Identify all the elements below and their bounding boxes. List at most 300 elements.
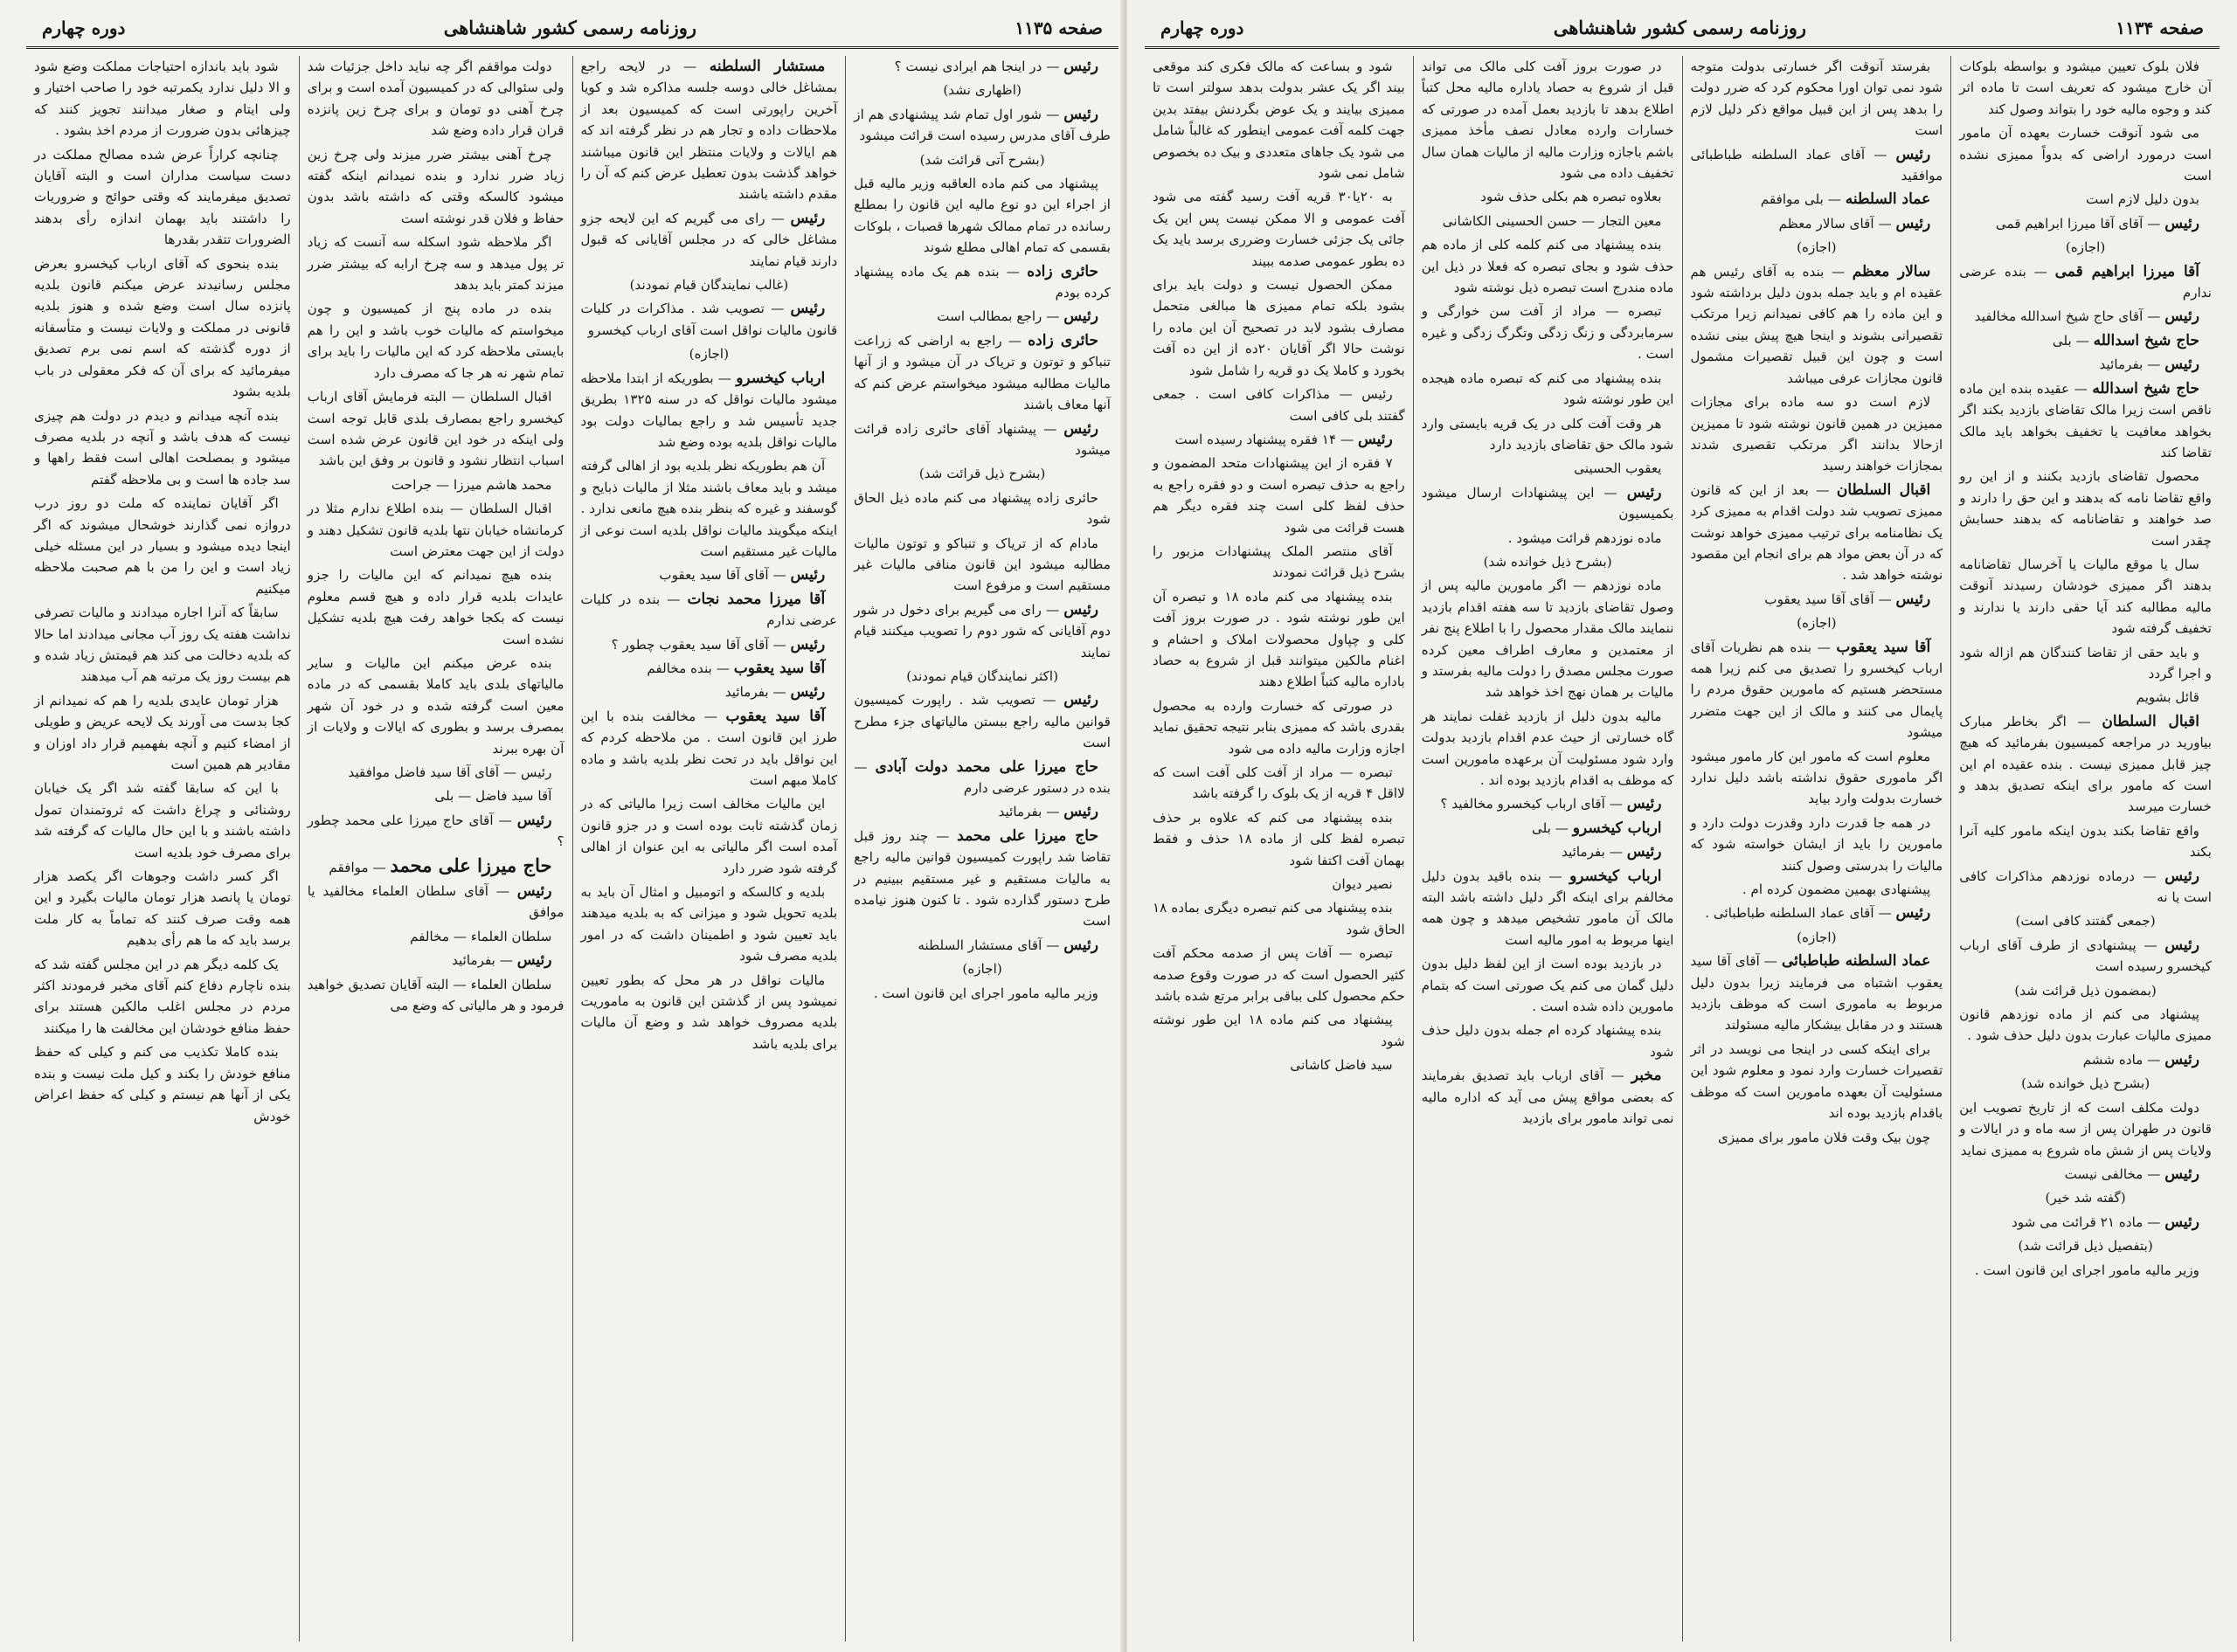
paragraph-text: دولت مواقفم اگر چه نباید داخل جزئیات شد ولی سئوالی که در کمیسیون آمده است و برای چرخ آهنی دو تومان و برای چرخ زین پانزده قران قرار داده وضع شد [307, 59, 564, 139]
speaker-name: رئیس [1895, 904, 1931, 923]
speaker-name: رئیس [1626, 483, 1662, 501]
speaker-name: رئیس [790, 300, 826, 318]
paragraph-text: — بنده عرضی ندارم [1959, 263, 2212, 301]
paragraph-text: بفرستد آنوقت اگر خسارتی بدولت متوجه شود نمی توان اورا محکوم کرد که ضرر دولت را بدهد پس از این قبیل مواقع ذکر دلیل لازم است [1690, 59, 1943, 139]
paragraph-text: — بطوریکه از ابتدا ملاحظه میشود مالیات نواقل که در سنه ۱۳۲۵ بطریق جدید تأسیس شد و راجع بمالیات دولت بود مالیات نواقل بلدیه بوده وضع شد [580, 370, 838, 450]
paragraph [854, 261, 1111, 304]
paragraph [1691, 213, 1943, 234]
paragraph [308, 474, 564, 495]
paragraph-text: (اجازه) [689, 346, 730, 363]
speaker-name: رئیس [1626, 795, 1662, 813]
paragraph [1691, 1127, 1943, 1148]
paragraph-text: — آقای آقا میرزا ابراهیم قمی [1995, 215, 2161, 232]
paragraph-text: — آقای عماد السلطنه طباطبائی موافقید [1690, 146, 1943, 184]
paragraph-text: — ماده ششم [2082, 1051, 2161, 1068]
paragraph-text: بنده در ماده پنج از کمیسیون و چون میخواستم که مالیات خوب باشد و این را هم بایستی ملاحظه کرد که این مالیات را باید برای تمام شهر نه هر جا که مصرف دارد [307, 301, 564, 381]
paragraph-text: بنده کاملا تکذیب می کنم و کیلی که حفظ منافع خودش را بکند و کیل ملت نیست و بنده یکی از آنها هم نیستم و کیلی که حفظ اعراض خودش [34, 1044, 291, 1124]
speaker-name: رئیس [1895, 590, 1931, 608]
paragraph-text: ۷ فقره از این پیشنهادات متحد المضمون و راجع به حذف تبصره است و دو فقره راجع به حذف لفظ کلی است چند فقره دیگر هم هست قرائت می شود [1153, 455, 1405, 536]
paragraph [1691, 902, 1943, 923]
paragraph [1959, 1235, 2212, 1256]
paragraph [854, 666, 1111, 687]
speaker-name: رئیس [1895, 145, 1931, 163]
left-page-header [26, 9, 1118, 49]
paragraph [1959, 1004, 2212, 1047]
paragraph [581, 970, 838, 1055]
speaker-name: رئیس [790, 635, 826, 653]
paragraph [34, 253, 291, 403]
paragraph [854, 173, 1111, 259]
paragraph [581, 343, 838, 364]
paragraph [308, 926, 564, 947]
right-column-2 [1682, 56, 1951, 1642]
paragraph-text: — بفرمائید [724, 684, 786, 701]
paragraph [581, 881, 838, 967]
paragraph [1422, 482, 1674, 525]
paragraph-text: (اجازه) [2065, 239, 2106, 256]
paragraph [34, 602, 291, 688]
speaker-name: رئیس [1063, 58, 1098, 75]
paragraph-text: ماده نوزدهم قرائت میشود . [1507, 529, 1662, 546]
paragraph-text: بنده پیشنهاد کرده ام جمله بدون دلیل حذف شود [1421, 1022, 1674, 1060]
speaker-name: عماد السلطنه [1845, 190, 1931, 209]
paragraph-text: هر وقت آفت کلی در یک قریه بایستی وارد شود مالک حق تقاضای بازدید دارد [1421, 415, 1674, 453]
paragraph [1959, 820, 2212, 863]
speaker-name: رئیس [516, 951, 552, 970]
paragraph-text: ممکن الحصول نیست و دولت باید برای بشود بلکه تمام ممیزی ها مبالغی متحمل مصارف بشود لابد در تصحیح آن این ماده را نوشت حالا اگر آقایان ۲۰ده از این ده آفت بخورد و کاملا یک دو قریه را شامل شود [1153, 277, 1405, 378]
paragraph-text: تبصره — آفات پس از صدمه محکم آفت کثیر الحصول است که در صورت وقوع صدمه حکم محصول کلی بباقی برابر مرتع شده باشد [1153, 945, 1405, 1005]
paragraph-text: بنده پیشنهاد می کنم تبصره دیگری بماده ۱۸ الحاق شود [1153, 900, 1405, 937]
paragraph [1691, 612, 1943, 633]
paragraph-text: بلدیه و کالسکه و اتومبیل و امثال آن باید به بلدیه تحویل شود و میزانی که به بلدیه میدهند باید تعیین شود و اطمینان داشت که در امور بلدیه مصرف شود [580, 884, 838, 964]
paragraph-text: — اگر بخاطر مبارک بیاورید در مراجعه کمیسیون بفرمائید که هیچ چیز قابل ممیزی نیست . بنده عقیده ام این است که مامور برای اینکه تصدیق بدهد و خسارت میرسد [1959, 713, 2212, 815]
paragraph-text: واقع تقاضا بکند بدون اینکه مامور کلیه آنرا بکند [1959, 822, 2212, 861]
speaker-name: آقا سید یعقوب [733, 659, 826, 677]
paragraph [1691, 637, 1943, 743]
paragraph [1959, 687, 2212, 708]
paragraph-text: آقای منتصر الملک پیشنهادات مزبور را بشرح ذیل قرائت نمودند [1153, 543, 1405, 581]
paragraph-text: نصیر دیوان [1332, 876, 1393, 893]
paragraph [1422, 1020, 1674, 1062]
paragraph [581, 658, 838, 679]
speaker-name: رئیس [790, 566, 826, 584]
paragraph [34, 954, 291, 1040]
left-column-1 [845, 56, 1118, 1642]
paragraph-text: مالیات نواقل در هر محل که بطور تعیین نمیشود پس از گذشتن این قانون به ماموریت بلدیه مصروف خواهد شد و وضع آن مالیات برای بلدیه باشد [580, 971, 838, 1052]
paragraph-text: — مخالفت بنده با این طرز این قانون است . من ملاحظه کردم که این نواقل باید در تحت نظر بلدیه باشد و ماده کاملا مبهم است [580, 708, 838, 788]
paragraph-text: — بنده به آقای رئیس هم عقیده ام و باید جمله بدون دلیل برداشته شود و این ماده را هم کافی نمیدانم زیرا مرتکب تقصیرانی بشوند و اینجا هیچ پیش بینی نشده است و چون این قبیل تقصیرات مشمول قانون مجازات عرفی میباشد [1690, 263, 1943, 386]
speaker-name: ارباب کیخسرو [736, 369, 826, 387]
paragraph [581, 634, 838, 655]
paragraph [854, 983, 1111, 1004]
paragraph-text: معین التجار — حسن الحسینی الکاشانی [1442, 212, 1662, 229]
paragraph-text: چرخ آهنی بیشتر ضرر میزند ولی چرخ زین زیاد ضرر ندارد و بنده نمیدانم اینکه گفته میشود کالسکه وقتی که داشته باشد بدون حفاظ و فلان قدر نوشته است [307, 146, 564, 226]
paragraph [308, 144, 564, 230]
paragraph-text: در بازدید بوده است از این لفظ دلیل بدون دلیل گمان می کنم یک صورتی است که بتمام مامورین داده شده است . [1421, 956, 1674, 1015]
paragraph-text: — ماده ۲۱ قرائت می شود [2012, 1213, 2161, 1230]
paragraph [1422, 793, 1674, 814]
paragraph-text: بنده پیشنهاد می کنم کلمه کلی از ماده هم حذف شود و بجای تبصره که فعلا در ذیل این ماده مندرج است تبصره ذیل نوشته شود [1421, 237, 1674, 296]
paragraph-text: — بفرمائید [2099, 356, 2161, 373]
paragraph-text: (اجازه) [962, 961, 1002, 978]
paragraph [581, 589, 838, 632]
paragraph [1153, 429, 1405, 450]
speaker-name: حاج میرزا علی محمد [957, 826, 1098, 845]
paragraph-text: حائری زاده پیشنهاد می کنم ماده ذیل الحاق شود [854, 489, 1111, 528]
paragraph-text: (گفته شد خیر) [2045, 1190, 2126, 1206]
speaker-name: اقبال السلطان [1836, 480, 1931, 499]
paragraph [581, 793, 838, 879]
paragraph [1959, 910, 2212, 931]
left-column-3 [299, 56, 572, 1642]
paragraph-text: — آقای آقا سید یعقوب [659, 567, 786, 584]
paragraph-text: پیشنهاد می کنم از ماده نوزدهم قانون ممیزی مالیات عبارت بدون دلیل حذف شود . [1959, 1006, 2212, 1044]
paragraph [1153, 807, 1405, 871]
paragraph [1691, 927, 1943, 948]
speaker-name: رئیس [2164, 936, 2199, 954]
paragraph [1959, 330, 2212, 351]
speaker-name: آقا سید یعقوب [725, 707, 826, 725]
paragraph-text: فلان بلوک تعیین میشود و بواسطه بلوکات آن خارج میشود که تعریف است تا ماده اثر کند و وجوه مالیه خود را بتواند وصول کند [1959, 59, 2212, 117]
paragraph-text: در همه جا قدرت دارد وقدرت دولت دارد و مامورین را باید از ایشان خواسته شود که مالیات را بدرستی وصول کنند [1690, 814, 1943, 874]
paragraph [308, 232, 564, 295]
paragraph [581, 56, 838, 205]
paragraph-text: — چند روز قبل تقاضا شد راپورت کمیسیون قوانین مالیه راجع به مالیات مستقیم و غیر مستقیم ببینیم در طرح دستور گذارده شود . تا کنون هنوز نیامده است [854, 827, 1111, 930]
paragraph-text: در صورتی که خسارت وارده به محصول بقدری باشد که ممیزی بنابر نتیجه تحقیق نماید اجازه وزارت مالیه داده می شود [1153, 697, 1405, 757]
paragraph [1691, 480, 1943, 586]
left-page-columns [26, 56, 1118, 1642]
paragraph [1691, 237, 1943, 258]
paragraph-text: — رای می گیریم برای دخول در شور دوم آقایانی که شور دوم را تصویب میکنند قیام نمایند [854, 601, 1111, 660]
paragraph-text: (بتفصیل ذیل قرائت شد) [2018, 1238, 2153, 1255]
speaker-name: اقبال السلطان [2102, 712, 2199, 730]
left-newspaper-title: روزنامه رسمی کشور شاهنشاهی [443, 17, 697, 38]
paragraph-text: سید فاضل کاشانی [1290, 1057, 1393, 1074]
paragraph [34, 144, 291, 251]
speaker-name: حاج میرزا علی محمد [390, 854, 552, 876]
paragraph-text: — ۱۴ فقره پیشنهاد رسیده است [1174, 431, 1354, 447]
paragraph-text: (اکثر نمایندگان قیام نمودند) [906, 667, 1059, 684]
paragraph-text: (بشرح ذیل قرائت شد) [918, 466, 1046, 482]
paragraph-text: (اجازه) [1797, 239, 1837, 256]
paragraph [308, 855, 564, 878]
paragraph [1959, 122, 2212, 186]
paragraph [854, 599, 1111, 663]
paragraph [1153, 56, 1405, 183]
paragraph-text: — بنده هم یک ماده پیشنهاد کرده بودم [854, 263, 1111, 301]
paragraph [308, 386, 564, 472]
left-period-label: دوره چهارم [42, 17, 126, 38]
paragraph-text: — عقیده بنده این ماده ناقص است زیرا مالک تقاضای بازدید بکند اگر بخواهد معافیت یا تخفیف بخواهد باید مالک تقاضا کند [1959, 380, 2212, 460]
paragraph-text: — بفرمائید [1562, 844, 1623, 861]
right-newspaper-title: روزنامه رسمی کشور شاهنشاهی [1553, 17, 1807, 38]
paragraph [1153, 1009, 1405, 1052]
paragraph-text: (بشرح آتی قرائت شد) [919, 151, 1045, 168]
paragraph [854, 533, 1111, 597]
paragraph [1959, 1049, 2212, 1070]
paragraph [1959, 261, 2212, 304]
paragraph-text: محمد هاشم میرزا — جراحت [391, 476, 552, 493]
paragraph [1959, 306, 2212, 327]
paragraph-text: — بلی [1532, 819, 1569, 836]
paragraph [1959, 1260, 2212, 1281]
paragraph-text: برای اینکه کسی در اینجا می نویسد در اثر تقصیرات خسارت وارد نمود و معلوم شود این مسئولیت آن بعهده مامورین است که موظف باقدام بازدید بوده اند [1690, 1040, 1943, 1122]
paragraph-text: تبصره — مراد از آفت سن خوارگی و سرمابردگی و زنگ زدگی وتگرگ زدگی و غیره است . [1421, 303, 1674, 363]
paragraph [1422, 234, 1674, 298]
paragraph [1153, 274, 1405, 381]
paragraph [1691, 261, 1943, 389]
paragraph [1691, 1039, 1943, 1124]
paragraph [1422, 818, 1674, 839]
paragraph-text: بعلاوه تبصره هم بکلی حذف شود [1480, 189, 1662, 205]
speaker-name: حاج شیخ اسدالله [2092, 379, 2199, 397]
right-column-3 [1413, 56, 1682, 1642]
paragraph-text: — بفرمائید [452, 952, 513, 969]
paragraph-text: — موافقم [329, 859, 386, 875]
speaker-name: رئیس [516, 882, 552, 901]
paragraph [854, 149, 1111, 170]
paragraph-text: — آقای آقا سید یعقوب چطور ؟ [611, 636, 786, 653]
speaker-name: رئیس [790, 683, 826, 702]
paragraph [581, 706, 838, 791]
paragraph [1153, 541, 1405, 584]
paragraph-text: آن هم بطوریکه نظر بلدیه بود از اهالی گرفته میشد و باید معاف باشند مثلا از مالیات ذبایح و گوسفند و غیره که بنظر بنده هیچ مانعی ندارد . اینکه میگویند مالیات نواقل بلدیه است نوعی از مالیات غیر مستقیم است [580, 458, 838, 559]
paragraph-text: (اظهاری نشد) [943, 82, 1022, 99]
paragraph [1422, 1065, 1674, 1129]
paragraph [1691, 189, 1943, 210]
speaker-name: عماد السلطنه طباطبائی [1781, 952, 1931, 971]
paragraph [1691, 746, 1943, 810]
paragraph [1959, 213, 2212, 234]
paragraph-text: اگر ملاحظه شود اسکله سه آنست که زیاد تر پول میدهد و سه چرخ ارابه که بیشتر ضرر میزند کمتر باید بدهد [307, 234, 564, 294]
paragraph-text: — آقای مستشار السلطنه [918, 937, 1060, 953]
paragraph [1959, 56, 2212, 120]
paragraph [581, 368, 838, 453]
paragraph [1422, 528, 1674, 549]
paragraph-text: — بلی موافقم [1760, 191, 1841, 208]
paragraph-text: (اجازه) [1797, 615, 1837, 632]
paragraph-text: — تصویب شد . مذاکرات در کلیات قانون مالیات نواقل است آقای ارباب کیخسرو [580, 301, 838, 338]
paragraph-text: معلوم است که مامور این کار مامور میشود اگر ماموری حقوق نداشته باشد دلیل ندارد خسارت بدولت وارد بیاید [1690, 748, 1943, 807]
paragraph-text: (بشرح ذیل خوانده شد) [2021, 1075, 2150, 1092]
paragraph-text: می شود آنوقت خسارت بعهده آن مامور است درمورد اراضی که بدواً ممیزی نشده است [1959, 125, 2212, 184]
speaker-name: آقا میرزا ابراهیم قمی [2054, 262, 2199, 280]
paragraph-text: — راجع بمطالب است [937, 308, 1060, 325]
paragraph [1959, 711, 2212, 818]
paragraph-text: (غالب نمایندگان قیام نمودند) [629, 277, 789, 294]
paragraph [1422, 706, 1674, 791]
speaker-name: رئیس [2164, 1213, 2199, 1231]
paragraph [308, 974, 564, 1017]
speaker-name: ارباب کیخسرو [1569, 867, 1662, 885]
paragraph-text: — بنده هم نظریات آقای ارباب کیخسرو را تصدیق می کنم زیرا همه مستحضر هستیم که مامورین حقوق مردم را پایمال می کنند و مالک از این جهت متضرر میشود [1690, 639, 1943, 741]
paragraph-text: — بنده باقید بدون دلیل مخالفم برای اینکه اگر دلیل داشته باشد البته مالک آن مامور تشخیص میدهد و چون همه اینها مربوط به امور مالیه است [1421, 867, 1674, 948]
left-column-4 [26, 56, 299, 1642]
paragraph-text: اگر کسر داشت وجوهات اگر یکصد هزار تومان یا پانصد هزار تومان مالیات بگیرد و این همه وقت صرف کنند که تماماً به کار ملت برسد باید که ما هم رأی بدهیم [34, 868, 291, 949]
speaker-name: رئیس [1063, 105, 1098, 123]
paragraph [308, 950, 564, 971]
paragraph [34, 690, 291, 776]
right-page-columns [1145, 56, 2220, 1642]
speaker-name: رئیس [1063, 803, 1098, 821]
paragraph-text: بنده پیشنهاد می کنم ماده ۱۸ و تبصره آن این طور نوشته شود . در صورت بروز آفت کلی و چپاول محصولات املاک و احشام و اغنام مالکین میتوانند قبل از شروع به حصاد باداره مالیه کتباً اطلاع دهند [1153, 588, 1405, 690]
paragraph-text: رئیس — مذاکرات کافی است . جمعی گفتند بلی کافی است [1153, 386, 1405, 424]
paragraph [854, 935, 1111, 956]
paragraph [34, 1041, 291, 1127]
paragraph-text: بنده آنچه میدانم و دیدم در دولت هم چیزی نیست که هدف باشد و آنچه در بلدیه مصرف میشود و بمصلحت اهالی است فقط راهها و سد جاده ها است و بی ملاحظه گفتم [34, 407, 291, 487]
paragraph-text: یعقوب الحسینی [1574, 460, 1662, 477]
paragraph-text: — پیشنهادی از طرف آقای ارباب کیخسرو رسیده است [1959, 937, 2212, 975]
paragraph [1422, 186, 1674, 207]
paragraph-text: — در اینجا هم ایرادی نیست ؟ [894, 59, 1060, 74]
paragraph [854, 689, 1111, 753]
paragraph-text: به ۲۰یا۳۰ قریه آفت رسید گفته می شود آفت عمومی و الا ممکن نیست پس این یک جائی یک جزئی خسارت وضرری برسد باید یک ده بطور عمومی صدمه ببیند [1153, 189, 1405, 269]
paragraph-text: بنده پیشنهاد می کنم که علاوه بر حذف تبصره لفظ کلی از ماده ۱۸ حذف و فقط بهمان آفت اکتفا شود [1153, 809, 1405, 868]
paragraph-text: در صورت بروز آفت کلی مالک می تواند قبل از شروع به حصاد یاداره مالیه محل کتباً اطلاع بدهد تا بازدید بعمل آمده در صورتی که خسارات وارده معادل نصف مأخذ ممیزی باشم باجازه وزارت مالیه از مالیات همان سال تخفیف داده می شود [1421, 59, 1674, 182]
speaker-name: رئیس [790, 209, 826, 227]
paragraph [854, 826, 1111, 932]
speaker-name: رئیس [2164, 1165, 2199, 1183]
paragraph [854, 418, 1111, 461]
paragraph [1153, 695, 1405, 759]
paragraph-text: بنده هیچ نمیدانم که این مالیات را جزو عایدات بلدیه قرار داده و هیچ قسم معلوم نیست که بکجا خواهد رفت هیچ بلدیه تشکیل نشده است [307, 567, 564, 647]
paragraph-text: — آقای حاج شیخ اسدالله مخالفید [1974, 308, 2161, 325]
paragraph [854, 801, 1111, 822]
paragraph-text: اقبال السلطان — بنده اطلاع ندارم مثلا در کرمانشاه خیابان نتها بلدیه قانون تشکیل دهند و دولت از این جهت معترض است [307, 501, 564, 559]
paragraph-text: پیشنهادی بهمین مضمون کرده ام . [1742, 881, 1931, 898]
paragraph [1691, 589, 1943, 610]
paragraph [1422, 56, 1674, 183]
right-page [1127, 0, 2237, 1652]
paragraph [1153, 943, 1405, 1006]
paragraph [1422, 953, 1674, 1017]
speaker-name: رئیس [516, 811, 552, 829]
speaker-name: ارباب کیخسرو [1572, 819, 1662, 837]
paragraph [581, 274, 838, 295]
paragraph-text: هزار تومان عایدی بلدیه را هم که نمیدانم از کجا بدست می آورند یک لایحه عریض و طویلی از امضاء کنیم و آنچه بفهمیم قرار داد اوزان و مقادیر هم همین است [34, 692, 291, 772]
paragraph [308, 653, 564, 759]
paragraph-text: — آقای حاج میرزا علی محمد چطور ؟ [307, 812, 564, 850]
paragraph [581, 455, 838, 562]
paragraph-text: ماده نوزدهم — اگر مامورین مالیه پس از وصول تقاضای بازدید تا سه هفته اقدام بازدید ننمایند مالک مقدار محصول را با اطلاع پنج نفر از معتمدین و معارف اطراف معین کرده صورت مجلس مصدق را دولت مالیه بفرستد و مالیات بر همان نهج اخذ خواهد شد [1421, 577, 1674, 701]
paragraph-text: — رای می گیریم که این لایحه جزو مشاغل خالی که در مجلس آقایانی که قبول دارند قیام نمایند [580, 210, 838, 269]
right-period-label: دوره چهارم [1160, 17, 1244, 38]
speaker-name: رئیس [1063, 691, 1099, 709]
paragraph-text: سلطان العلماء — البته آقایان تصدیق خواهید فرمود و هر مالیاتی که وضع می [307, 976, 564, 1014]
paragraph-text: — بفرمائید [998, 804, 1060, 820]
paragraph [1959, 866, 2212, 909]
paragraph-text: قائل بشویم [2136, 689, 2199, 706]
paragraph-text: — بلی [2052, 332, 2089, 349]
paragraph [1959, 1164, 2212, 1185]
speaker-name: رئیس [2164, 308, 2199, 326]
paragraph-text: (جمعی گفتند کافی است) [2015, 913, 2156, 930]
paragraph [854, 757, 1111, 799]
paragraph-text: — آقای عماد السلطنه طباطبائی . [1705, 905, 1892, 922]
speaker-name: حاج شیخ اسدالله [2093, 331, 2199, 349]
paragraph-text: — آقای سلطان العلماء مخالفید یا موافق [307, 883, 564, 921]
paragraph-text: — بنده در دستور عرضی دارم [854, 758, 1111, 796]
paragraph [34, 493, 291, 599]
paragraph-text: پیشنهاد می کنم ماده العاقبه وزیر مالیه قبل از اجراء این دو نوع مالیه این قانون را بمطلع رسانده در تمام ممالک شهرها قصبات ، بلوکات بقسمی که تمام اهالی مطلع شوند [854, 176, 1111, 256]
paragraph-text: — بنده مخالفم [647, 660, 730, 676]
paragraph [34, 778, 291, 863]
paragraph-text: مادام که از تریاک و تنباکو و توتون مالیات مطالبه میشود این قانون منافی مالیات غیر مستقیم است و مرفوع است [854, 535, 1111, 594]
speaker-name: حائری زاده [1028, 331, 1098, 349]
paragraph [1153, 897, 1405, 940]
paragraph-text: محصول تقاضای بازدید بکنند و از این رو واقع تقاضا نامه که بدهند و این حق را دارند و صد خواهند و تقاضانامه که بدهند حسابش چقدر است [1959, 468, 2212, 549]
paragraph [1153, 762, 1405, 805]
right-column-4 [1145, 56, 1413, 1642]
paragraph-text: شود باید باندازه احتیاجات مملکت وضع شود و الا دلیل ندارد یکمرتبه خود را صاحب اختیار و ولی ایتام و صغار میدانند تجویز کنند که چیزهائی بدون ضرورت از مردم اخذ بشود . [34, 59, 291, 139]
speaker-name: مخبر [1631, 1067, 1662, 1085]
paragraph-text: اقبال السلطان — البته فرمایش آقای ارباب کیخسرو راجع بمصارف بلدی قابل توجه است ولی اینکه در خود این قانون عرض شده است اسباب انتظار نشود و قانون بر وفق این باشد [307, 389, 564, 469]
paragraph-text: سابقاً که آنرا اجاره میدادند و مالیات تصرفی نداشت هفته یک روز آب مجانی میدادند اما حالا که بلدیه دخالت می کند هم قیمتش زیاد شده و هم بیست روز یک مرتبه هم آب مید‌هند [34, 605, 291, 685]
paragraph [1959, 980, 2212, 1001]
paragraph [1691, 812, 1943, 876]
paragraph [1153, 1054, 1405, 1075]
paragraph-text: وزیر مالیه مامور اجرای این قانون است . [873, 985, 1098, 1001]
paragraph [854, 306, 1111, 327]
paragraph [308, 785, 564, 806]
paragraph-text: — در لایحه راجع بمشاغل خالی دوسه جلسه مذاکره شد و کویا آخرین راپورتی است که کمیسیون بعد از ملاحظات داده و تجار هم در نظر گرفته اند که هم ایالات و ولایات منتظر این قانون میباشند خواهد گذشت بدون تعطیل عرض کنم که آن را مقدم داشته باشند [580, 59, 838, 203]
paragraph [1422, 551, 1674, 572]
speaker-name: رئیس [1063, 936, 1098, 954]
paragraph-text: — بعد از این که قانون ممیزی تصویب شد دولت اقدام به ممیزی کرد یک نظامنامه برای ترتیب ممیزی خواهد نوشت که در آن بعض مواد هم برای انجام این مقصود نوشته خواهد شد . [1690, 481, 1943, 584]
speaker-name: رئیس [1895, 214, 1931, 232]
paragraph [1959, 1212, 2212, 1233]
left-page-number: صفحه ۱۱۳۵ [1015, 17, 1103, 38]
paragraph [1959, 642, 2212, 685]
right-page-number: صفحه ۱۱۳۴ [2116, 17, 2204, 38]
paragraph-text: دولت مکلف است که از تاریخ تصویب این قانون در طهران پس از سه ماه و در ایالات و ولایات پس از شش ماه شروع به ممیزی نماید [1959, 1099, 2212, 1158]
paragraph [34, 56, 291, 142]
paragraph-text: چون بیک وقت فلان مامور برای ممیزی [1717, 1129, 1931, 1145]
paragraph [1422, 413, 1674, 456]
paragraph [308, 881, 564, 923]
paragraph [854, 487, 1111, 530]
speaker-name: رئیس [1626, 843, 1662, 861]
speaker-name: رئیس [1063, 419, 1099, 438]
paragraph-text: — آقای آقا سید یعقوب اشتباه می فرمایند زیرا بدون دلیل مربوط به ماموری است که موظف بازدید هستند و در مقابل بیشکار مالیه مسئولند [1690, 953, 1943, 1033]
paragraph-text: — آقای ارباب باید تصدیق بفرمایند که بعضی مواقع پیش می آید که اداره مالیه نمی تواند مامور برای بازدید [1421, 1068, 1674, 1127]
paragraph [1153, 384, 1405, 426]
paragraph [1959, 378, 2212, 464]
paragraph [854, 79, 1111, 100]
speaker-name: مستشار السلطنه [709, 58, 826, 75]
paragraph-text: مالیه بدون دلیل از بازدید غفلت نمایند هر گاه خسارتی از حیث عدم اقدام بازدید بدولت وارد شود مسئولیت آن برعهده مامورین است که موظف به اقدام بازدید بوده اند . [1421, 708, 1674, 788]
speaker-name: حاج میرزا علی محمد دولت آبادی [875, 757, 1098, 776]
paragraph [1691, 879, 1943, 900]
paragraph [1153, 453, 1405, 538]
paragraph [308, 810, 564, 853]
paragraph-text: بنده پیشنهاد می کنم که تبصره ماده هیجده این طور نوشته شود [1421, 370, 1674, 408]
paragraph [581, 208, 838, 272]
paragraph [1422, 368, 1674, 411]
paragraph [34, 405, 291, 491]
paragraph-text: — این پیشنهادات ارسال میشود بکمیسیون [1421, 484, 1674, 522]
speaker-name: رئیس [2164, 867, 2199, 885]
left-column-2 [572, 56, 846, 1642]
paragraph [308, 298, 564, 384]
paragraph-text: سال یا موقع مالیات یا آخرسال تقاضانامه بدهند اگر ممیزی خودشان رسیدند آنوقت مالیه مطالبه کند آیا حقی دارند یا ندارند و تخفیف گرفته شود [1959, 556, 2212, 637]
paragraph [308, 564, 564, 650]
paragraph [1959, 935, 2212, 978]
paragraph [1691, 144, 1943, 187]
paragraph-text: — آقای ارباب کیخسرو مخالفید ؟ [1440, 796, 1623, 812]
paragraph [1959, 466, 2212, 551]
paragraph-text: — تصویب شد . راپورت کمیسیون قوانین مالیه راجع ببستن مالیاتهای جزء مطرح است [854, 692, 1111, 751]
